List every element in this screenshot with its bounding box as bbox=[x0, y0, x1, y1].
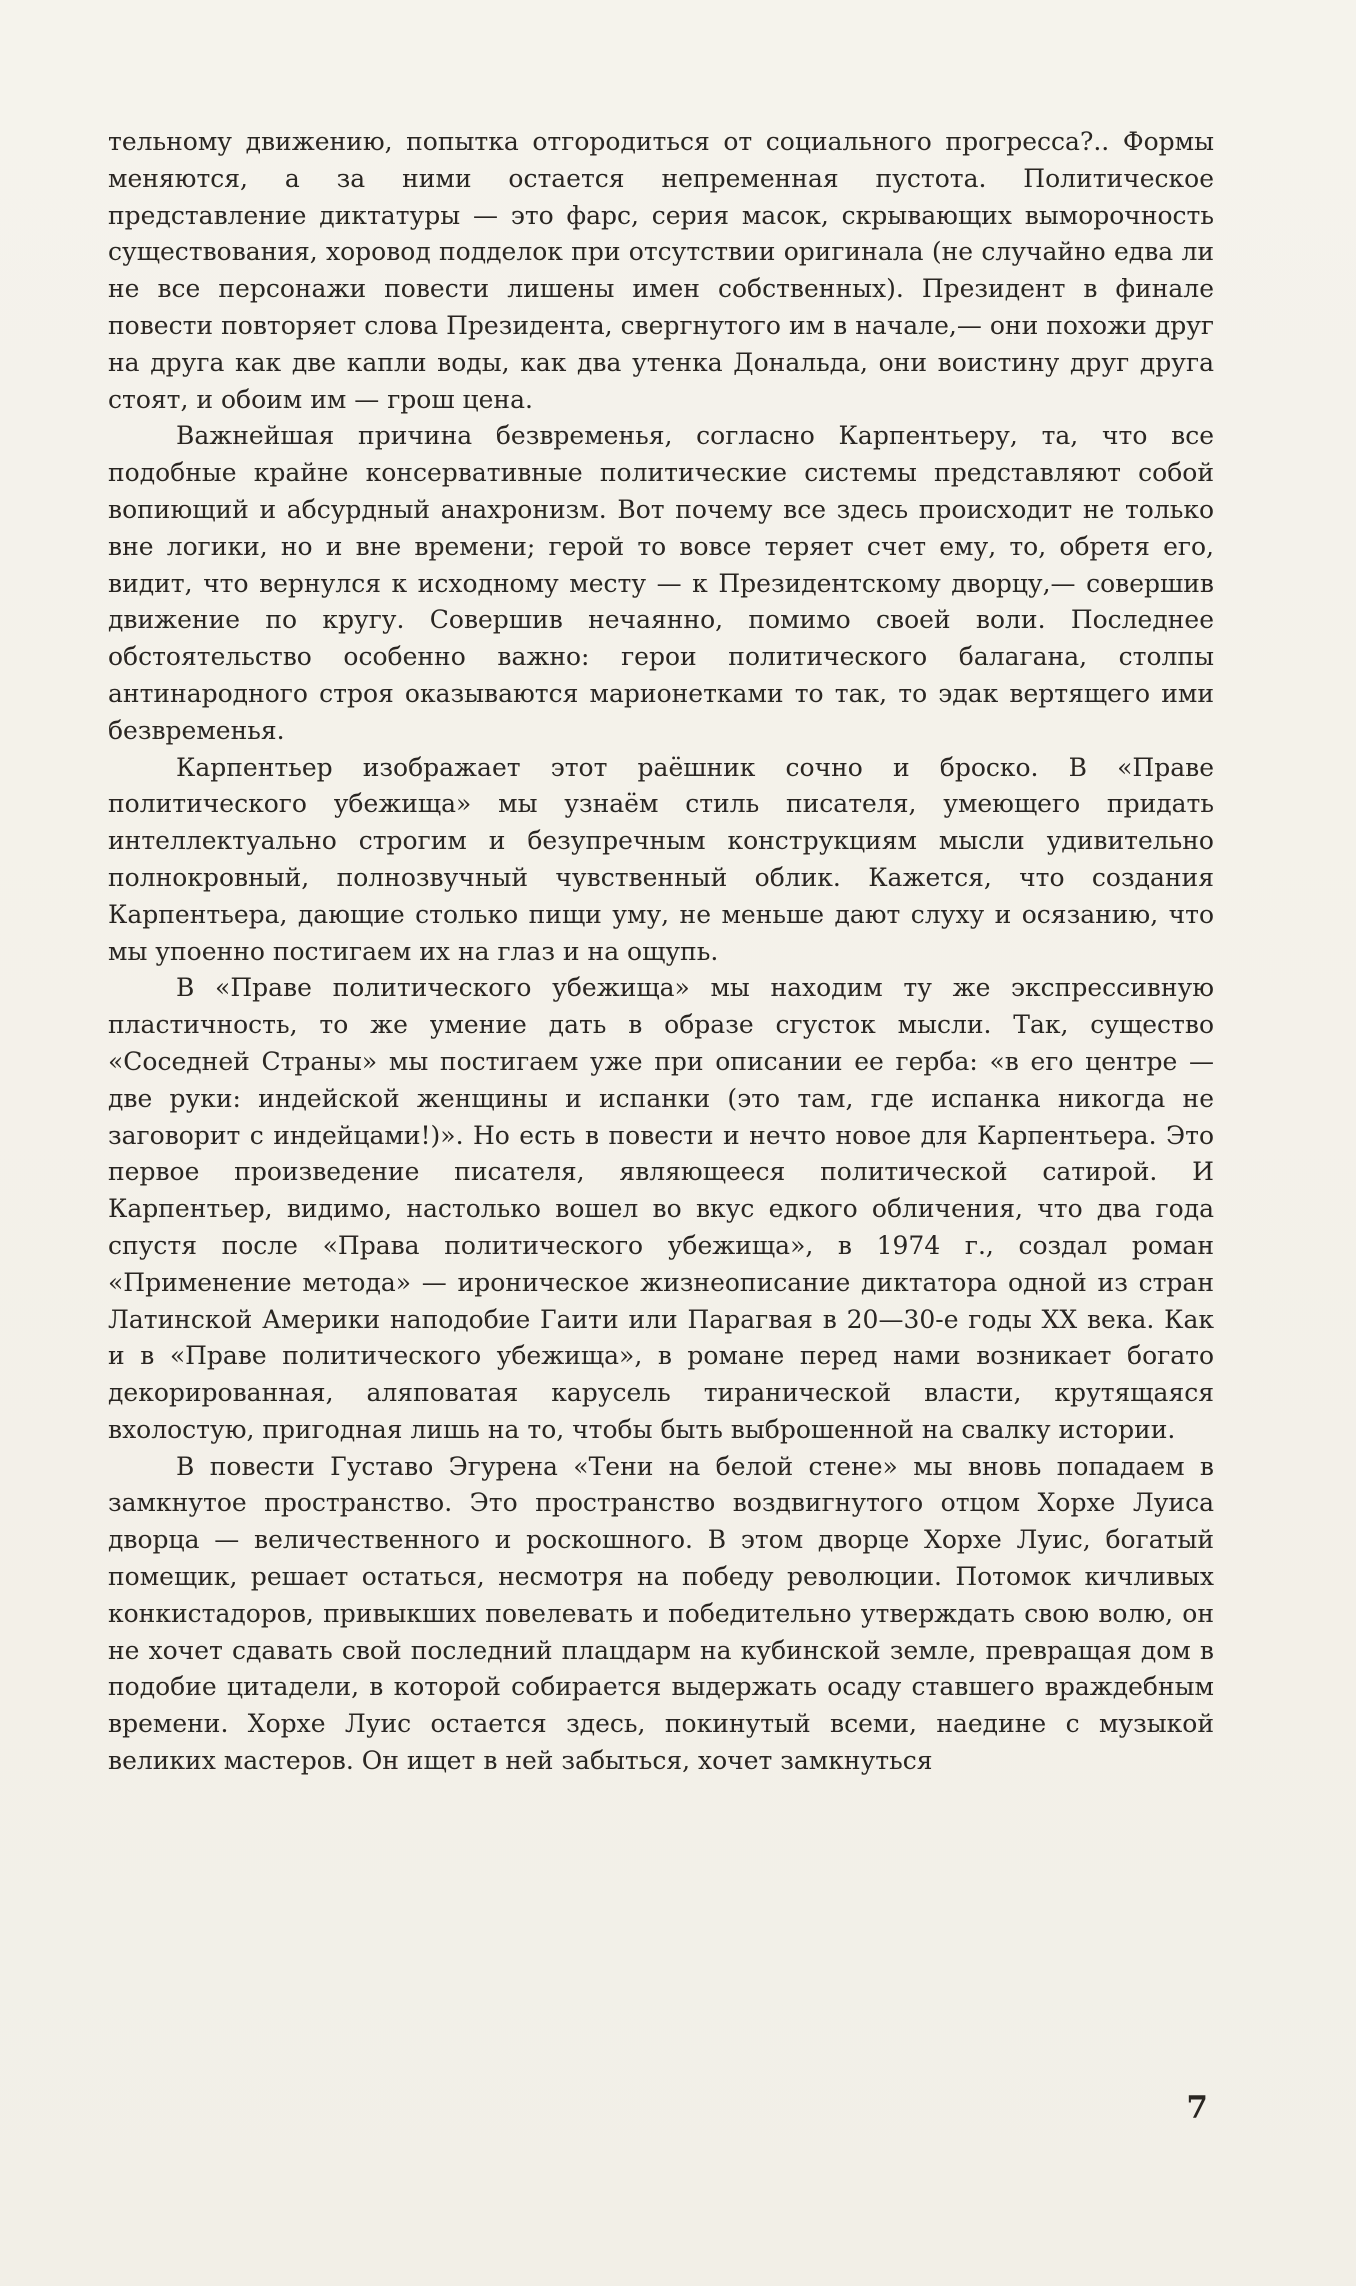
paragraph-1: тельному движению, попытка отгородиться от социального прогресса?.. Формы меняются, а за ними остается непременная пустота. Политическое представление диктатуры — это фарс, серия масок, скрывающих выморочность существования, хоровод подделок при отсутствии оригинала (не случайно едва ли не все персонажи повести лишены имен собственных). Президент в финале повести повторяет слова Президента, свергнутого им в начале,— они похожи друг на друга как две капли воды, как два утенка Дональда, они воистину друг друга стоят, и обоим им — грош цена. bbox=[108, 127, 1214, 414]
paragraph-5: В повести Густаво Эгурена «Тени на белой стене» мы вновь попадаем в замкнутое пространство. Это пространство воздвигнутого отцом Хорхе Луиса дворца — величественного и роскошного. В этом дворце Хорхе Луис, богатый помещик, решает остаться, несмотря на победу революции. Потомок кичливых конкистадоров, привыкших повелевать и победительно утверждать свою волю, он не хочет сдавать свой последний плацдарм на кубинской земле, превращая дом в подобие цитадели, в которой собирается выдержать осаду ставшего враждебным времени. Хорхе Луис остается здесь, покинутый всеми, наедине с музыкой великих мастеров. Он ищет в ней забыться, хочет замкнуться bbox=[108, 1451, 1214, 1776]
page-number: 7 bbox=[1186, 2090, 1208, 2126]
paragraph-4: В «Праве политического убежища» мы находим ту же экспрессивную пластичность, то же умение дать в образе сгусток мысли. Так, существо «Соседней Страны» мы постигаем уже при описании ее герба: «в его центре — две руки: индейской женщины и испанки (это там, где испанка никогда не заговорит с индейцами!)». Но есть в повести и нечто новое для Карпентьера. Это первое произведение писателя, являющееся политической сатирой. И Карпентьер, видимо, настолько вошел во вкус едкого обличения, что два года спустя после «Права политического убежища», в 1974 г., создал роман «Применение метода» — ироническое жизнеописание диктатора одной из стран Латинской Америки наподобие Гаити или Парагвая в 20—30-е годы XX века. Как и в «Праве политического убежища», в романе перед нами возникает богато декорированная, аляповатая карусель тиранической власти, крутящаяся вхолостую, пригодная лишь на то, чтобы быть выброшенной на свалку истории. bbox=[108, 973, 1214, 1444]
body-text bbox=[108, 124, 1214, 1780]
paragraph-2: Важнейшая причина безвременья, согласно Карпентьеру, та, что все подобные крайне консервативные политические системы представляют собой вопиющий и абсурдный анахронизм. Вот почему все здесь происходит не только вне логики, но и вне времени; герой то вовсе теряет счет ему, то, обретя его, видит, что вернулся к исходному месту — к Президентскому дворцу,— совершив движение по кругу. Совершив нечаянно, помимо своей воли. Последнее обстоятельство особенно важно: герои политического балагана, столпы антинародного строя оказываются марионетками то так, то эдак вертящего ими безвременья. bbox=[108, 421, 1214, 745]
paragraph-3: Карпентьер изображает этот раёшник сочно и броско. В «Праве политического убежища» мы узнаём стиль писателя, умеющего придать интеллектуально строгим и безупречным конструкциям мысли удивительно полнокровный, полнозвучный чувственный облик. Кажется, что создания Карпентьера, дающие столько пищи уму, не меньше дают слуху и осязанию, что мы упоенно постигаем их на глаз и на ощупь. bbox=[108, 752, 1214, 966]
